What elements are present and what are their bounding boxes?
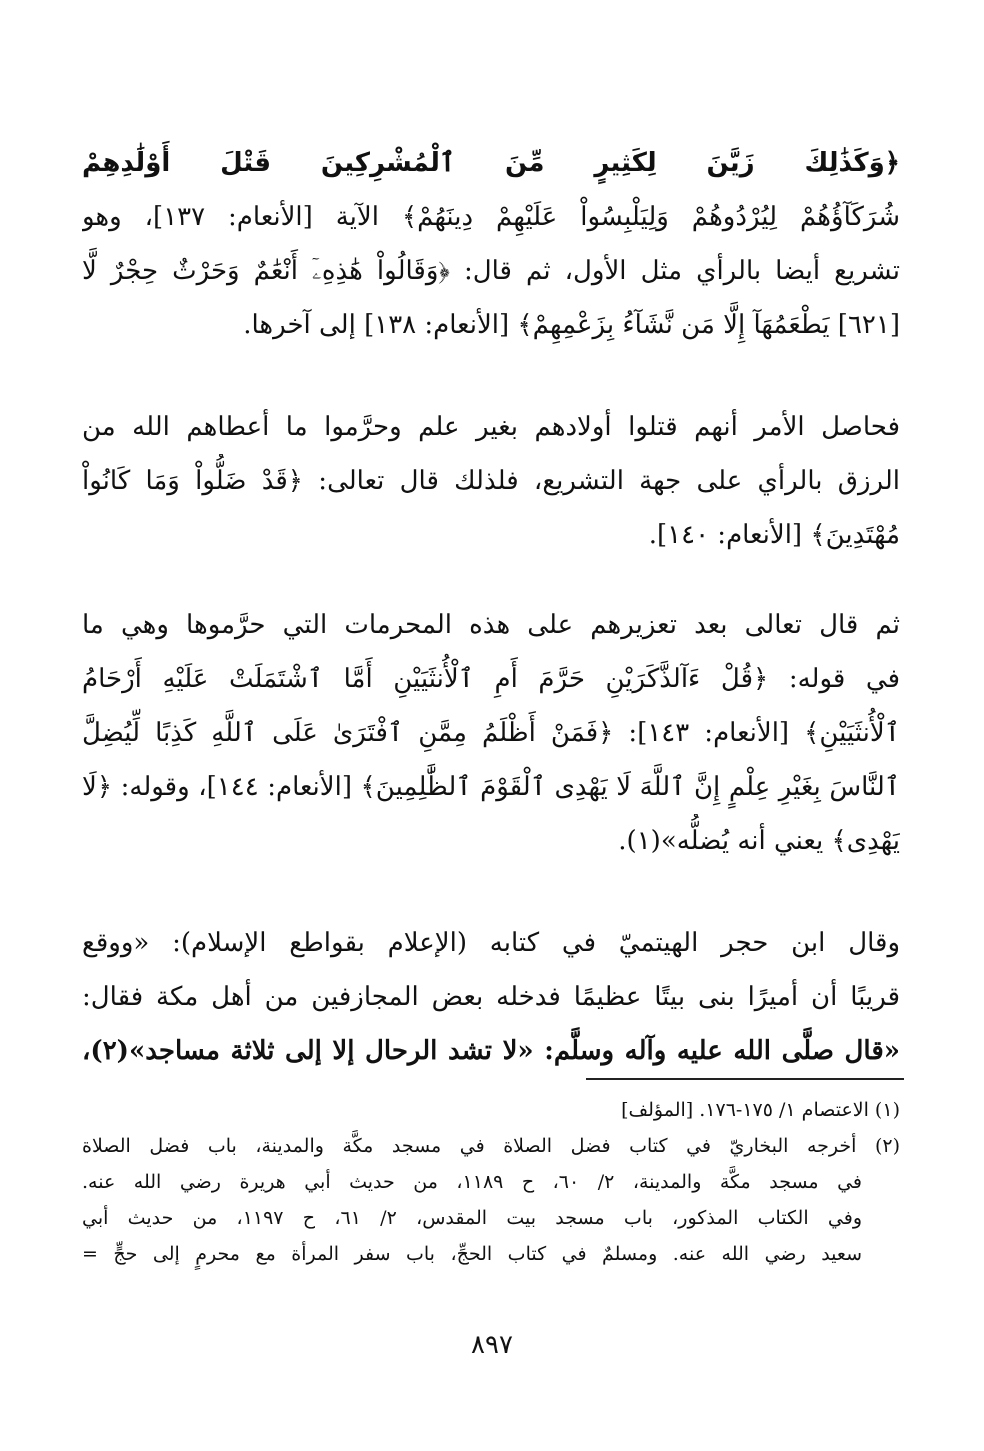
text-line: مُهْتَدِينَ﴾ [الأنعام: ١٤٠]. [648, 520, 900, 550]
text-line: [٦٢١] يَطْعَمُهَآ إِلَّا مَن نَّشَآءُ بِزَعْمِهِمْ﴾ [الأنعام: ١٣٨] إلى آخرها. [243, 310, 900, 340]
footnote-line: (٢) أخرجه البخاريّ في كتاب فضل الصلاة في مسجد مكَّة والمدينة، باب فضل الصلاة [82, 1135, 900, 1157]
text-line: الرزق بالرأي على جهة التشريع، فلذلك قال تعالى: ﴿قَدْ ضَلُّواْ وَمَا كَانُواْ [82, 466, 900, 496]
text-line: ٱلنَّاسَ بِغَيْرِ عِلْمٍ إِنَّ ٱللَّهَ لَا يَهْدِى ٱلْقَوْمَ ٱلظَّٰلِمِينَ﴾ [الأنعام: ١٤٤]، وقوله: ﴿لَا [82, 772, 900, 802]
text-line: ٱلْأُنثَيَيْنِ﴾ [الأنعام: ١٤٣]: ﴿فَمَنْ أَظْلَمُ مِمَّنِ ٱفْتَرَىٰ عَلَى ٱللَّهِ كَذِبًا لِّيُضِلَّ [82, 718, 900, 748]
paragraph-4 [82, 916, 900, 1078]
footnote-line: (١) الاعتصام ١/ ١٧٥-١٧٦. [المؤلف] [621, 1099, 900, 1121]
footnote-line: سعيد رضي الله عنه. ومسلمٌ في كتاب الحجِّ، باب سفر المرأة مع محرمٍ إلى حجٍّ = [82, 1243, 862, 1265]
text-line: «قال صلَّى الله عليه وآله وسلَّم: «لا تشد الرحال إلا إلى ثلاثة مساجد»(٢)، [82, 1036, 900, 1066]
paragraph-3 [82, 598, 900, 868]
page-number: ٨٩٧ [471, 1330, 513, 1360]
paragraph-1 [82, 136, 900, 352]
text-line: شُرَكَآؤُهُمْ لِيُرْدُوهُمْ وَلِيَلْبِسُواْ عَلَيْهِمْ دِينَهُمْ﴾ الآية [الأنعام: ١٣٧]، وهو [82, 202, 900, 232]
text-line: فحاصل الأمر أنهم قتلوا أولادهم بغير علم وحرَّموا ما أعطاهم الله من [82, 412, 900, 442]
text-line: تشريع أيضا بالرأي مثل الأول، ثم قال: ﴿وَقَالُواْ هَٰذِهِۦٓ أَنْعَٰمٌ وَحَرْثٌ حِجْرٌ لَّا [82, 256, 900, 286]
text-line: ثم قال تعالى بعد تعزيرهم على هذه المحرمات التي حرَّموها وهي ما [82, 610, 900, 640]
footnote-line: وفي الكتاب المذكور، باب مسجد بيت المقدس، ٢/ ٦١، ح ١١٩٧، من حديث أبي [82, 1207, 862, 1229]
text-line: وقال ابن حجر الهيتميّ في كتابه (الإعلام بقواطع الإسلام): «ووقع [82, 928, 900, 958]
paragraph-2 [82, 400, 900, 562]
text-line: في قوله: ﴿قُلْ ءَآلذَّكَرَيْنِ حَرَّمَ أَمِ ٱلْأُنثَيَيْنِ أَمَّا ٱشْتَمَلَتْ عَلَيْهِ أَرْحَامُ [82, 664, 900, 694]
text-line: يَهْدِى﴾ يعني أنه يُضلُّه»(١). [618, 826, 900, 856]
text-line: قريبًا أن أميرًا بنى بيتًا عظيمًا فدخله بعض المجازفين من أهل مكة فقال: [82, 982, 900, 1012]
text-line: ﴿وَكَذَٰلِكَ زَيَّنَ لِكَثِيرٍ مِّنَ ٱلْمُشْرِكِينَ قَتْلَ أَوْلَٰدِهِمْ [82, 148, 900, 178]
footnotes [82, 1092, 900, 1272]
footnote-divider [586, 1078, 904, 1080]
footnote-line: في مسجد مكَّة والمدينة، ٢/ ٦٠، ح ١١٨٩، من حديث أبي هريرة رضي الله عنه. [82, 1171, 862, 1193]
